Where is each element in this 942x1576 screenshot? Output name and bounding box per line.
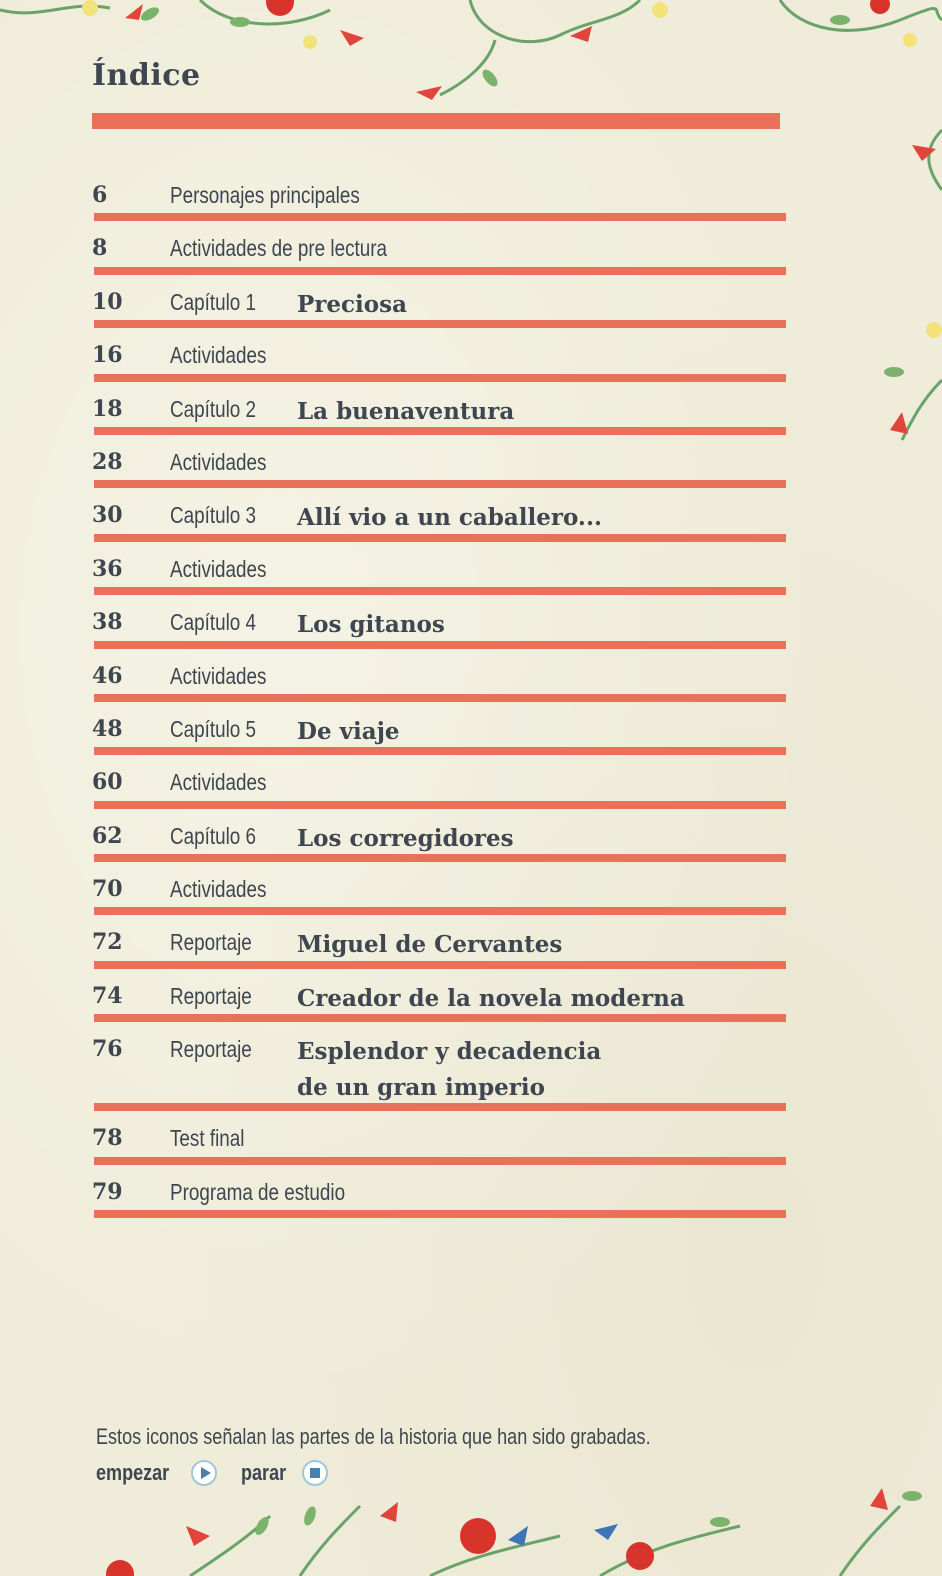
toc-label: Programa de estudio — [170, 1178, 346, 1205]
toc-row[interactable] — [92, 221, 786, 274]
toc-row[interactable] — [92, 275, 786, 328]
toc-chapter-title: Los corregidores — [297, 824, 514, 852]
toc-label: Actividades — [170, 876, 267, 903]
toc-label: Capítulo 2 — [170, 395, 256, 422]
audio-legend — [96, 1460, 346, 1486]
toc-chapter-title: Allí vio a un caballero... — [297, 504, 602, 532]
page-title: Índice — [92, 58, 201, 93]
toc-row[interactable] — [92, 1022, 786, 1111]
play-icon — [191, 1460, 217, 1486]
toc-label: Actividades — [170, 555, 267, 582]
toc-page-number: 74 — [92, 982, 123, 1009]
toc-label: Actividades — [170, 662, 267, 689]
table-of-contents — [92, 168, 786, 1218]
toc-chapter-title: Los gitanos — [297, 611, 445, 639]
toc-chapter-title: La buenaventura — [297, 397, 515, 425]
toc-page-number: 48 — [92, 715, 123, 742]
toc-label: Capítulo 1 — [170, 288, 256, 315]
toc-label: Actividades — [170, 342, 267, 369]
toc-row[interactable] — [92, 542, 786, 595]
toc-row[interactable] — [92, 382, 786, 435]
toc-page-number: 60 — [92, 769, 123, 796]
toc-page-number: 46 — [92, 662, 123, 689]
toc-chapter-title: Esplendor y decadencia de un gran imperio — [297, 1038, 602, 1102]
toc-page-number: 18 — [92, 395, 123, 422]
toc-row[interactable] — [92, 809, 786, 862]
title-divider — [92, 113, 780, 129]
toc-label: Test final — [170, 1125, 245, 1152]
toc-row[interactable] — [92, 915, 786, 968]
audio-note: Estos iconos señalan las partes de la historia que han sido grabadas. — [96, 1424, 651, 1449]
toc-row[interactable] — [92, 702, 786, 755]
toc-page-number: 8 — [92, 235, 108, 262]
toc-row[interactable] — [92, 1165, 786, 1218]
toc-page-number: 16 — [92, 342, 123, 369]
stop-icon — [302, 1460, 328, 1486]
toc-label: Actividades de pre lectura — [170, 235, 388, 262]
toc-label: Actividades — [170, 448, 267, 475]
toc-label: Reportaje — [170, 929, 252, 956]
toc-chapter-title: Preciosa — [297, 290, 407, 318]
toc-page-number: 10 — [92, 288, 123, 315]
start-label: empezar — [96, 1460, 170, 1485]
toc-page-number: 62 — [92, 822, 123, 849]
toc-label: Reportaje — [170, 982, 252, 1009]
toc-row[interactable] — [92, 595, 786, 648]
toc-chapter-title: De viaje — [297, 717, 400, 745]
toc-page-number: 76 — [92, 1036, 123, 1063]
toc-row[interactable] — [92, 168, 786, 221]
toc-label: Reportaje — [170, 1036, 252, 1063]
floral-decoration-top — [0, 0, 942, 110]
toc-chapter-title: Creador de la novela moderna — [297, 984, 685, 1012]
toc-chapter-title: Miguel de Cervantes — [297, 931, 563, 959]
toc-page-number: 70 — [92, 876, 123, 903]
toc-page-number: 78 — [92, 1125, 123, 1152]
toc-row[interactable] — [92, 755, 786, 808]
toc-label: Capítulo 3 — [170, 502, 256, 529]
toc-row[interactable] — [92, 435, 786, 488]
toc-page-number: 6 — [92, 182, 108, 208]
floral-decoration-right — [882, 110, 942, 490]
toc-row[interactable] — [92, 488, 786, 541]
toc-label: Capítulo 6 — [170, 822, 256, 849]
toc-label: Capítulo 5 — [170, 715, 256, 742]
stop-label: parar — [241, 1460, 287, 1485]
toc-page-number: 28 — [92, 448, 123, 475]
floral-decoration-bottom — [0, 1486, 942, 1576]
toc-row[interactable] — [92, 862, 786, 915]
toc-page-number: 30 — [92, 502, 123, 529]
toc-label: Actividades — [170, 769, 267, 796]
toc-row[interactable] — [92, 649, 786, 702]
toc-label: Personajes principales — [170, 182, 360, 208]
toc-page-number: 36 — [92, 555, 123, 582]
toc-row[interactable] — [92, 969, 786, 1022]
toc-label: Capítulo 4 — [170, 609, 256, 636]
toc-page-number: 72 — [92, 929, 123, 956]
toc-row[interactable] — [92, 328, 786, 381]
toc-row[interactable] — [92, 1111, 786, 1164]
toc-page-number: 79 — [92, 1178, 123, 1205]
toc-page-number: 38 — [92, 609, 123, 636]
